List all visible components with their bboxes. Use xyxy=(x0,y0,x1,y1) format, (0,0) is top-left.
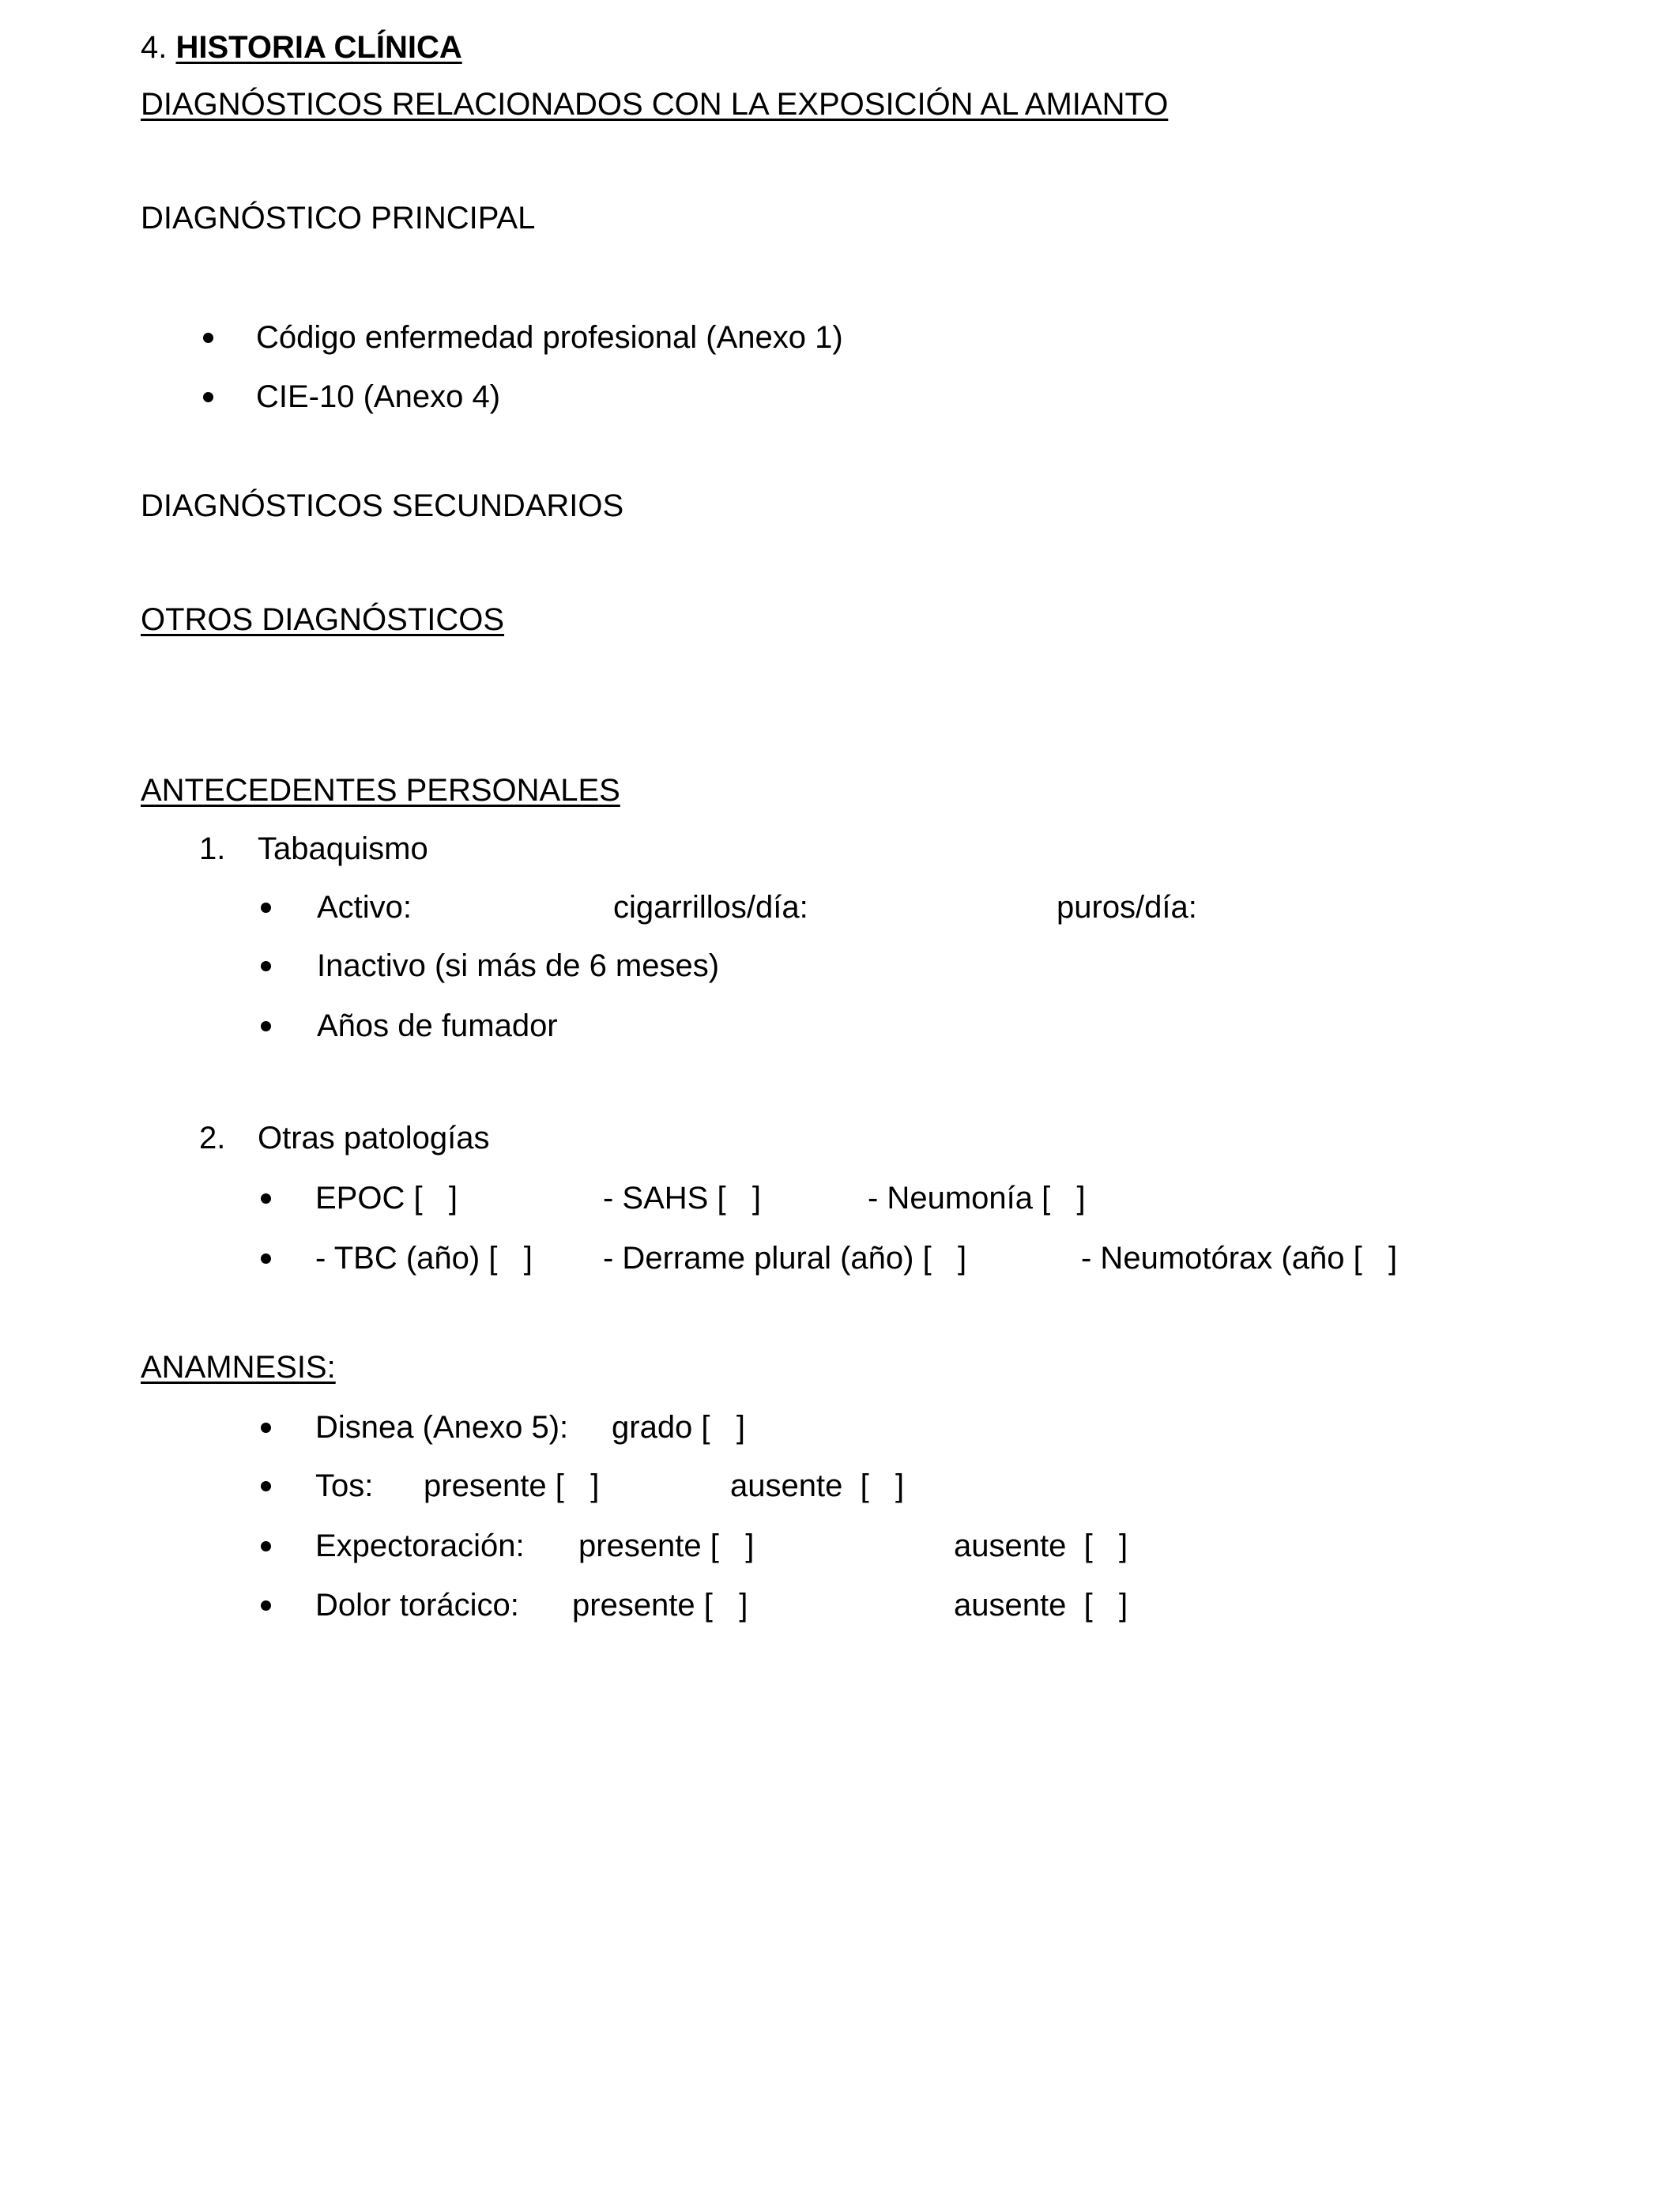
chest-pain-absent: ausente [ ] xyxy=(954,1588,1128,1623)
chest-pain-label: Dolor torácico: xyxy=(315,1588,519,1623)
bullet-icon xyxy=(261,1481,271,1491)
asbestos-diagnoses-title: DIAGNÓSTICOS RELACIONADOS CON LA EXPOSICIÓN AL AMIANTO xyxy=(141,87,1169,122)
pathology-sahs: - SAHS [ ] xyxy=(603,1181,762,1216)
section-number: 4. xyxy=(141,30,176,65)
cigars-per-day-label: puros/día: xyxy=(1057,890,1197,925)
smoking-number: 1. xyxy=(199,831,226,866)
smoking-inactive-label: Inactivo (si más de 6 meses) xyxy=(317,948,720,983)
cough-present: presente [ ] xyxy=(424,1468,600,1503)
bullet-icon xyxy=(261,1423,271,1433)
expectoration-label: Expectoración: xyxy=(315,1529,525,1563)
cough-absent: ausente [ ] xyxy=(730,1468,905,1503)
bullet-icon xyxy=(261,961,271,971)
dyspnea-grade: grado [ ] xyxy=(612,1410,745,1445)
bullet-icon xyxy=(203,392,213,402)
secondary-diagnoses-title: DIAGNÓSTICOS SECUNDARIOS xyxy=(141,488,624,523)
pathology-tbc: - TBC (año) [ ] xyxy=(315,1241,533,1276)
pathology-pneumonia: - Neumonía [ ] xyxy=(868,1181,1086,1216)
pathology-pleural-effusion: - Derrame plural (año) [ ] xyxy=(603,1241,967,1276)
pathologies-title: Otras patologías xyxy=(258,1121,490,1155)
bullet-icon xyxy=(261,1193,271,1204)
bullet-icon xyxy=(261,1600,271,1611)
section-title: HISTORIA CLÍNICA xyxy=(175,30,462,65)
bullet-icon xyxy=(261,1253,271,1264)
smoking-active-label: Activo: xyxy=(317,890,412,925)
pathology-epoc: EPOC [ ] xyxy=(315,1181,458,1216)
pathologies-number: 2. xyxy=(199,1121,226,1155)
smoking-title: Tabaquismo xyxy=(258,831,428,866)
personal-history-title: ANTECEDENTES PERSONALES xyxy=(141,773,620,808)
bullet-icon xyxy=(261,903,271,913)
main-diagnosis-item-2: CIE-10 (Anexo 4) xyxy=(256,379,501,414)
cigarettes-per-day-label: cigarrillos/día: xyxy=(613,890,808,925)
dyspnea-label: Disnea (Anexo 5): xyxy=(315,1410,569,1445)
pathology-pneumothorax: - Neumotórax (año [ ] xyxy=(1081,1241,1398,1276)
other-diagnoses-title: OTROS DIAGNÓSTICOS xyxy=(141,602,505,637)
chest-pain-present: presente [ ] xyxy=(572,1588,748,1623)
expectoration-present: presente [ ] xyxy=(578,1529,755,1563)
cough-label: Tos: xyxy=(315,1468,374,1503)
main-diagnosis-title: DIAGNÓSTICO PRINCIPAL xyxy=(141,201,536,236)
bullet-icon xyxy=(261,1021,271,1031)
bullet-icon xyxy=(261,1541,271,1551)
anamnesis-title: ANAMNESIS: xyxy=(141,1350,336,1385)
bullet-icon xyxy=(203,333,213,343)
section-heading xyxy=(141,28,462,66)
main-diagnosis-item-1: Código enfermedad profesional (Anexo 1) xyxy=(256,320,843,355)
expectoration-absent: ausente [ ] xyxy=(954,1529,1128,1563)
smoking-years-label: Años de fumador xyxy=(317,1008,558,1043)
